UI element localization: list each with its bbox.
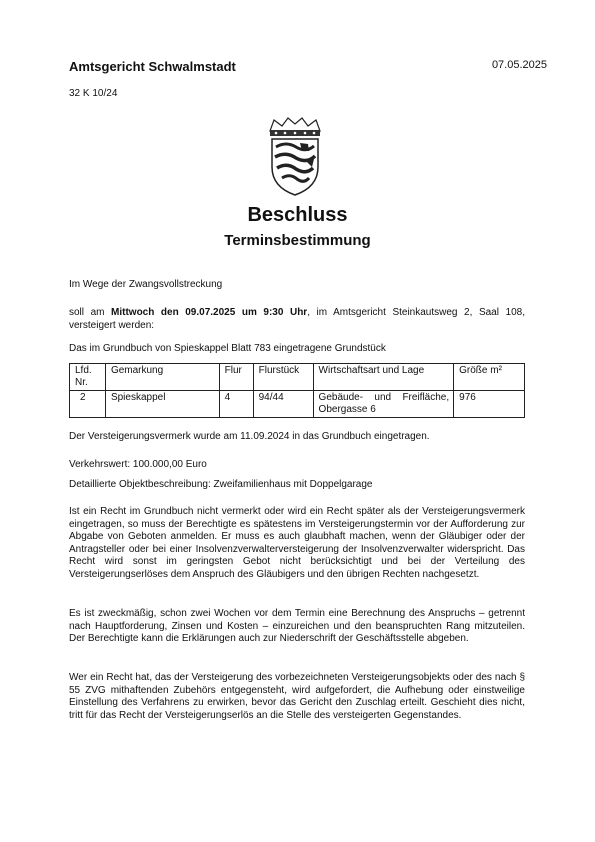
table-cell: 2 xyxy=(70,391,106,418)
paragraph-berechnung: Es ist zweckmäßig, schon zwei Wochen vor dem Termin eine Berechnung des Anspruchs – getrennt nach Hauptforderung, Zinsen und Kosten – einzureichen und den beanspruchten Rang mitzuteilen. Der Berechtigte kann die Erklärungen auch zur Niederschrift der Geschäftsstelle abgeben. xyxy=(69,608,525,644)
property-intro: Das im Grundbuch von Spieskappel Blatt 783 eingetragene Grundstück xyxy=(69,343,386,354)
table-cell: 94/44 xyxy=(253,391,313,418)
case-number: 32 K 10/24 xyxy=(69,88,118,99)
intro-text: Im Wege der Zwangsvollstreckung xyxy=(69,279,223,290)
paragraph-aufhebung: Wer ein Recht hat, das der Versteigerung des vorbezeichneten Versteigerungsobjekts oder des nach § 55 ZVG mithaftenden Zubehörs entgegensteht, wird aufgefordert, die Aufhebung oder einstweilige Einstellung des Verfahrens zu erwirken, bevor das Gericht den Zuschlag erteilt. Geschieht dies nicht, tritt für das Recht der Versteigerungserlös an die Stelle des versteigerten Gegenstandes. xyxy=(69,672,525,721)
table-cell: Spieskappel xyxy=(105,391,219,418)
paragraph-anmeldung: Ist ein Recht im Grundbuch nicht vermerkt oder wird ein Recht später als der Versteigerungsvermerk eingetragen, so muss der Berechtigte es spätestens im Versteigerungstermin vor der Aufforderung zur Abgabe von Geboten anmelden. Er muss es auch glaubhaft machen, wenn der Gläubiger oder der Antragsteller oder bei einer Insolvenzverwalterversteigerung der Insolvenzverwalter widerspricht. Das Recht wird sonst im geringsten Gebot nicht berücksichtigt und bei der Verteilung des Versteigerungserlöses dem Anspruch des Gläubigers und den übrigen Rechten nachgesetzt. xyxy=(69,506,525,580)
table-cell: Gebäude- und Freifläche, Obergasse 6 xyxy=(313,391,454,418)
table-header-cell: Wirtschaftsart und Lage xyxy=(313,364,454,391)
beschreibung-text: Detaillierte Objektbeschreibung: Zweifamilienhaus mit Doppelgarage xyxy=(69,479,373,490)
table-header-cell: Flurstück xyxy=(253,364,313,391)
table-row xyxy=(70,391,525,418)
table-header-cell: Flur xyxy=(219,364,253,391)
table-header-cell: Lfd. Nr. xyxy=(70,364,106,391)
table-header-row xyxy=(70,364,525,391)
auction-pre: soll am xyxy=(69,307,112,318)
document-subtitle: Terminsbestimmung xyxy=(224,232,371,249)
hessen-coat-of-arms-icon xyxy=(262,117,328,197)
table-header-cell: Größe m² xyxy=(454,364,525,391)
auction-post: , im Amtsgericht Steinkautsweg 2, Saal 108, versteigert werden: xyxy=(69,307,525,331)
table-cell: 976 xyxy=(454,391,525,418)
verkehrswert-text: Verkehrswert: 100.000,00 Euro xyxy=(69,459,207,470)
auction-text xyxy=(69,307,525,332)
vermerk-text: Der Versteigerungsvermerk wurde am 11.09.2024 in das Grundbuch eingetragen. xyxy=(69,431,430,442)
document-title: Beschluss xyxy=(247,204,348,226)
court-name: Amtsgericht Schwalmstadt xyxy=(69,59,236,74)
document-date: 07.05.2025 xyxy=(491,59,547,71)
table-header-cell: Gemarkung xyxy=(105,364,219,391)
property-table xyxy=(69,363,525,418)
table-cell: 4 xyxy=(219,391,253,418)
auction-datetime: Mittwoch den 09.07.2025 um 9:30 Uhr xyxy=(111,307,308,318)
